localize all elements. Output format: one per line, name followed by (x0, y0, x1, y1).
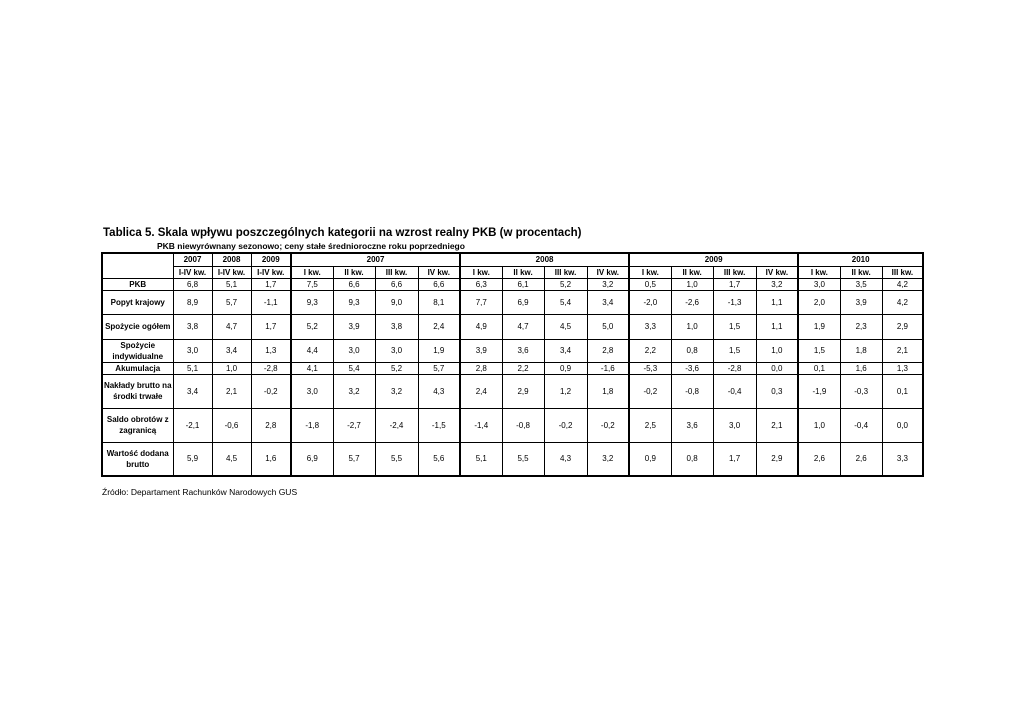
table-cell: 4,3 (418, 374, 460, 408)
header-quarter-year: 2007 (291, 253, 460, 266)
table-cell: 4,9 (460, 314, 502, 339)
table-cell: 6,3 (460, 278, 502, 290)
table-cell: 3,9 (333, 314, 375, 339)
table-cell: 4,7 (212, 314, 251, 339)
table-cell: -2,8 (713, 362, 756, 374)
table-cell: 6,9 (291, 442, 333, 476)
table-cell: 3,2 (587, 442, 629, 476)
table-cell: 2,3 (840, 314, 882, 339)
table-cell: 4,5 (544, 314, 587, 339)
table-cell: 5,2 (544, 278, 587, 290)
header-period: I kw. (291, 266, 333, 278)
table-cell: -0,3 (840, 374, 882, 408)
table-cell: 4,7 (502, 314, 544, 339)
table-cell: -1,4 (460, 408, 502, 442)
table-cell: 5,9 (173, 442, 212, 476)
table-cell: -1,5 (418, 408, 460, 442)
table-cell: 1,0 (798, 408, 840, 442)
table-cell: 1,1 (756, 290, 798, 314)
table-cell: 0,9 (629, 442, 671, 476)
table-cell: 5,5 (375, 442, 418, 476)
table-cell: 5,7 (333, 442, 375, 476)
header-annual-year: 2008 (212, 253, 251, 266)
table-cell: 5,1 (173, 362, 212, 374)
table-cell: 0,8 (671, 339, 713, 362)
header-period: I-IV kw. (173, 266, 212, 278)
row-label: Popyt krajowy (102, 290, 173, 314)
table-cell: 1,1 (756, 314, 798, 339)
table-cell: 1,5 (713, 339, 756, 362)
table-cell: 3,4 (587, 290, 629, 314)
table-cell: 2,2 (502, 362, 544, 374)
table-cell: 2,6 (798, 442, 840, 476)
header-period: II kw. (840, 266, 882, 278)
table-cell: 3,2 (333, 374, 375, 408)
table-cell: 3,0 (333, 339, 375, 362)
table-cell: 1,7 (251, 278, 291, 290)
table-cell: -2,6 (671, 290, 713, 314)
table-cell: 0,9 (544, 362, 587, 374)
table-cell: 1,5 (798, 339, 840, 362)
table-cell: 0,3 (756, 374, 798, 408)
table-cell: 2,5 (629, 408, 671, 442)
header-row-periods (102, 266, 923, 278)
table-cell: 1,2 (544, 374, 587, 408)
table-cell: 3,3 (629, 314, 671, 339)
header-period: I-IV kw. (212, 266, 251, 278)
table-cell: 3,0 (375, 339, 418, 362)
table-row (102, 339, 923, 362)
table-cell: 4,2 (882, 278, 923, 290)
table-title: Tablica 5. Skala wpływu poszczególnych kategorii na wzrost realny PKB (w procentach) (103, 227, 582, 239)
table-cell: 6,1 (502, 278, 544, 290)
table-cell: 1,9 (418, 339, 460, 362)
table-cell: 3,0 (798, 278, 840, 290)
table-cell: 3,2 (375, 374, 418, 408)
table-cell: 2,2 (629, 339, 671, 362)
table-cell: -2,8 (251, 362, 291, 374)
gdp-contribution-table (101, 252, 924, 477)
table-cell: 2,0 (798, 290, 840, 314)
table-cell: -1,6 (587, 362, 629, 374)
table-cell: 1,7 (713, 278, 756, 290)
table-cell: 8,9 (173, 290, 212, 314)
table-cell: 4,4 (291, 339, 333, 362)
table-cell: -0,2 (544, 408, 587, 442)
header-row-years (102, 253, 923, 266)
table-cell: 5,0 (587, 314, 629, 339)
table-cell: 2,8 (460, 362, 502, 374)
table-cell: 2,1 (212, 374, 251, 408)
table-cell: -0,2 (629, 374, 671, 408)
table-row (102, 442, 923, 476)
table-cell: 5,5 (502, 442, 544, 476)
table-body (102, 278, 923, 476)
row-label: PKB (102, 278, 173, 290)
table-cell: 3,4 (173, 374, 212, 408)
table-cell: -0,8 (502, 408, 544, 442)
table-cell: 2,4 (460, 374, 502, 408)
table-row (102, 278, 923, 290)
table-cell: -5,3 (629, 362, 671, 374)
header-period: I kw. (629, 266, 671, 278)
header-period: III kw. (713, 266, 756, 278)
table-cell: 2,9 (502, 374, 544, 408)
header-period: III kw. (882, 266, 923, 278)
table-cell: 5,4 (333, 362, 375, 374)
table-cell: 4,5 (212, 442, 251, 476)
table-row (102, 290, 923, 314)
row-label: Saldo obrotów z zagranicą (102, 408, 173, 442)
header-period: IV kw. (418, 266, 460, 278)
table-cell: 6,8 (173, 278, 212, 290)
table-cell: -2,4 (375, 408, 418, 442)
table-cell: 3,0 (173, 339, 212, 362)
table-cell: 0,0 (756, 362, 798, 374)
header-period: IV kw. (587, 266, 629, 278)
table-cell: -1,3 (713, 290, 756, 314)
row-label: Wartość dodana brutto (102, 442, 173, 476)
header-quarter-year: 2008 (460, 253, 629, 266)
table-cell: 3,2 (756, 278, 798, 290)
table-cell: 4,2 (882, 290, 923, 314)
table-cell: 1,0 (756, 339, 798, 362)
table-cell: 3,8 (173, 314, 212, 339)
table-cell: 3,0 (291, 374, 333, 408)
table-cell: 1,0 (671, 278, 713, 290)
table-cell: -0,8 (671, 374, 713, 408)
table-cell: 1,8 (587, 374, 629, 408)
table-cell: 3,0 (713, 408, 756, 442)
header-period: IV kw. (756, 266, 798, 278)
table-cell: 0,8 (671, 442, 713, 476)
header-period: II kw. (502, 266, 544, 278)
table-row (102, 362, 923, 374)
header-period: I-IV kw. (251, 266, 291, 278)
source-note: Źródło: Departament Rachunków Narodowych GUS (102, 487, 298, 497)
table-cell: 9,3 (291, 290, 333, 314)
table-cell: -0,6 (212, 408, 251, 442)
table-cell: 5,2 (291, 314, 333, 339)
table-cell: 4,3 (544, 442, 587, 476)
table-cell: 5,7 (212, 290, 251, 314)
table-row (102, 314, 923, 339)
table-cell: -1,9 (798, 374, 840, 408)
table-row (102, 408, 923, 442)
table-cell: 2,9 (882, 314, 923, 339)
table-cell: 5,2 (375, 362, 418, 374)
table-cell: 5,7 (418, 362, 460, 374)
header-period: II kw. (671, 266, 713, 278)
table-cell: -1,1 (251, 290, 291, 314)
table-cell: -0,2 (251, 374, 291, 408)
table-cell: -3,6 (671, 362, 713, 374)
table-cell: 9,3 (333, 290, 375, 314)
table-cell: 1,3 (251, 339, 291, 362)
table-cell: 3,4 (544, 339, 587, 362)
row-label: Spożycie ogółem (102, 314, 173, 339)
table-cell: 6,9 (502, 290, 544, 314)
header-annual-year: 2009 (251, 253, 291, 266)
table-cell: 8,1 (418, 290, 460, 314)
header-annual-year: 2007 (173, 253, 212, 266)
table-cell: 3,9 (840, 290, 882, 314)
table-cell: 5,1 (460, 442, 502, 476)
table-cell: 1,7 (713, 442, 756, 476)
table-cell: 6,6 (418, 278, 460, 290)
row-label: Spożycie indywidualne (102, 339, 173, 362)
table-cell: 1,6 (840, 362, 882, 374)
table-cell: 2,1 (756, 408, 798, 442)
table-cell: 1,5 (713, 314, 756, 339)
table-cell: 0,5 (629, 278, 671, 290)
table-cell: 3,5 (840, 278, 882, 290)
table-cell: 6,6 (333, 278, 375, 290)
table-cell: 2,4 (418, 314, 460, 339)
table-cell: 3,9 (460, 339, 502, 362)
table-subtitle: PKB niewyrównany sezonowo; ceny stałe średnioroczne roku poprzedniego (157, 241, 465, 251)
table-cell: -1,8 (291, 408, 333, 442)
table-cell: 1,0 (671, 314, 713, 339)
table-cell: 3,3 (882, 442, 923, 476)
header-quarter-year: 2009 (629, 253, 798, 266)
header-period: III kw. (375, 266, 418, 278)
header-empty-cell (102, 253, 173, 278)
header-quarter-year: 2010 (798, 253, 923, 266)
table-cell: 6,6 (375, 278, 418, 290)
header-period: I kw. (798, 266, 840, 278)
table-cell: 0,1 (798, 362, 840, 374)
table-cell: 3,6 (671, 408, 713, 442)
header-period: I kw. (460, 266, 502, 278)
table-cell: 7,7 (460, 290, 502, 314)
table-cell: 7,5 (291, 278, 333, 290)
table-cell: 0,0 (882, 408, 923, 442)
table-cell: 1,8 (840, 339, 882, 362)
table-cell: -2,7 (333, 408, 375, 442)
table-cell: 1,3 (882, 362, 923, 374)
table-cell: 2,6 (840, 442, 882, 476)
table-cell: 1,6 (251, 442, 291, 476)
header-period: II kw. (333, 266, 375, 278)
table-cell: 3,4 (212, 339, 251, 362)
table-cell: 3,2 (587, 278, 629, 290)
table-cell: 1,7 (251, 314, 291, 339)
table-cell: 4,1 (291, 362, 333, 374)
table-cell: -2,0 (629, 290, 671, 314)
table-cell: 3,8 (375, 314, 418, 339)
table-cell: -0,2 (587, 408, 629, 442)
table-cell: 1,9 (798, 314, 840, 339)
header-period: III kw. (544, 266, 587, 278)
table-cell: 9,0 (375, 290, 418, 314)
table-cell: -2,1 (173, 408, 212, 442)
row-label: Akumulacja (102, 362, 173, 374)
table-cell: 1,0 (212, 362, 251, 374)
table-cell: -0,4 (713, 374, 756, 408)
table-cell: 5,6 (418, 442, 460, 476)
table-cell: -0,4 (840, 408, 882, 442)
table-cell: 2,8 (587, 339, 629, 362)
table-cell: 2,9 (756, 442, 798, 476)
table-cell: 5,4 (544, 290, 587, 314)
table-cell: 0,1 (882, 374, 923, 408)
table-cell: 2,8 (251, 408, 291, 442)
table-cell: 5,1 (212, 278, 251, 290)
table-row (102, 374, 923, 408)
table-cell: 3,6 (502, 339, 544, 362)
row-label: Nakłady brutto na środki trwałe (102, 374, 173, 408)
table-cell: 2,1 (882, 339, 923, 362)
